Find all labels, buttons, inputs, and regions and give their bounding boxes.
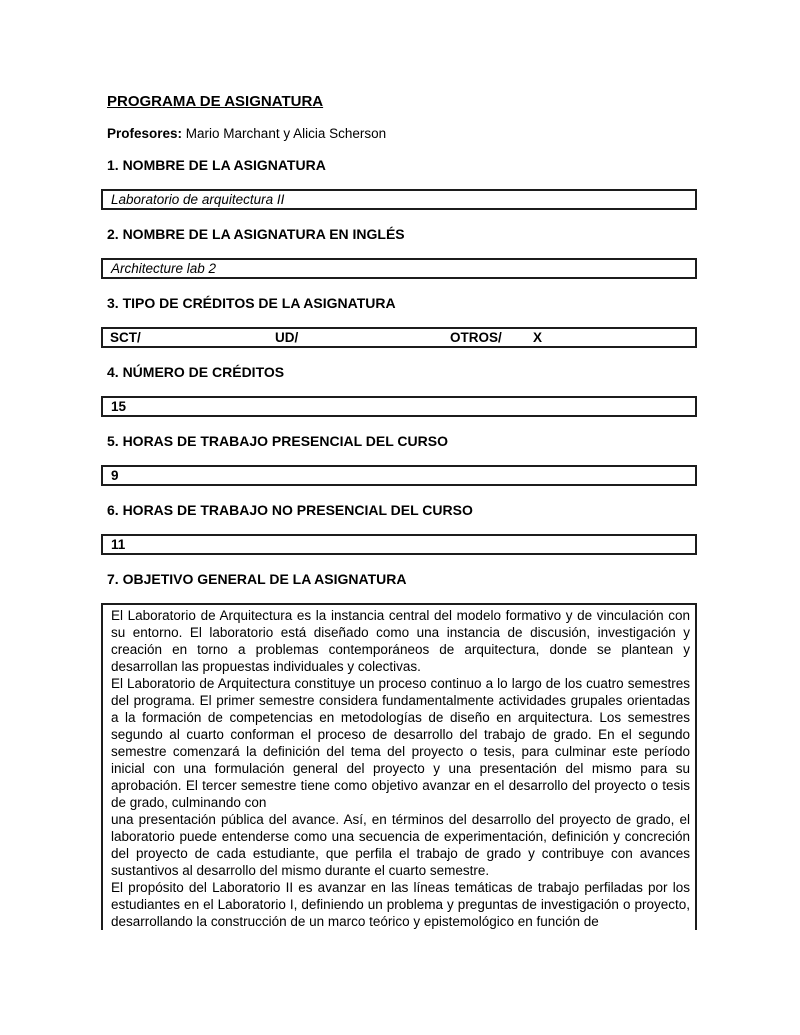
objective-paragraph: una presentación pública del avance. Así, en términos del desarrollo del proyecto de grado, el laboratorio puede entenderse como una secuencia de experimentación, definición y concreción del proyecto de cada estudiante, que perfila el trabajo de grado y contribuye con avances sustantivos al desarrollo del mismo durante el cuarto semestre. bbox=[111, 812, 690, 878]
contact-hours-field: 9 bbox=[101, 465, 697, 486]
credit-option-otros-label: OTROS/ bbox=[450, 330, 502, 345]
section-3-heading: 3. TIPO DE CRÉDITOS DE LA ASIGNATURA bbox=[107, 295, 396, 311]
credit-option-sct-label: SCT/ bbox=[110, 330, 141, 345]
objective-paragraph: El Laboratorio de Arquitectura es la instancia central del modelo formativo y de vinculación con su entorno. El laboratorio está diseñado como una instancia de discusión, investigación y creación en torno a problemas contemporáneos de arquitectura, donde se plantean y desarrollan las propuestas individuales y colectivas. bbox=[111, 608, 690, 674]
section-7-heading: 7. OBJETIVO GENERAL DE LA ASIGNATURA bbox=[107, 571, 407, 587]
section-2-heading: 2. NOMBRE DE LA ASIGNATURA EN INGLÉS bbox=[107, 226, 405, 242]
professors-line bbox=[107, 126, 697, 141]
objective-field bbox=[101, 603, 697, 930]
course-name-english-field: Architecture lab 2 bbox=[101, 258, 697, 279]
credits-number-field: 15 bbox=[101, 396, 697, 417]
section-6-heading: 6. HORAS DE TRABAJO NO PRESENCIAL DEL CURSO bbox=[107, 502, 473, 518]
credit-option-otros-value: X bbox=[533, 330, 543, 345]
course-name-field: Laboratorio de arquitectura II bbox=[101, 189, 697, 210]
section-1-heading: 1. NOMBRE DE LA ASIGNATURA bbox=[107, 157, 326, 173]
section-4-heading: 4. NÚMERO DE CRÉDITOS bbox=[107, 364, 285, 380]
document-content bbox=[101, 94, 697, 930]
document-title: PROGRAMA DE ASIGNATURA bbox=[107, 93, 324, 110]
objective-paragraph: El Laboratorio de Arquitectura constituye un proceso continuo a lo largo de los cuatro semestres del programa. El primer semestre considera fundamentalmente actividades grupales orientadas a la formación de competencias en metodologías de diseño en arquitectura. Los semestres segundo al cuarto conforman el proceso de desarrollo del trabajo de grado. En el segundo semestre comenzará la definición del tema del proyecto o tesis, para culminar este período inicial con una formulación general del proyecto y una presentación del mismo para su aprobación. El tercer semestre tiene como objetivo avanzar en el desarrollo del proyecto o tesis de grado, culminando con bbox=[111, 676, 690, 810]
objective-paragraph: El propósito del Laboratorio II es avanzar en las líneas temáticas de trabajo perfiladas por los estudiantes en el Laboratorio I, definiendo un problema y preguntas de investigación o proyecto, desarrollando la construcción de un marco teórico y epistemológico en función de bbox=[111, 880, 690, 929]
professors-names: Mario Marchant y Alicia Scherson bbox=[185, 126, 387, 141]
professors-label: Profesores: bbox=[107, 126, 183, 141]
section-5-heading: 5. HORAS DE TRABAJO PRESENCIAL DEL CURSO bbox=[107, 433, 448, 449]
credit-type-field bbox=[101, 327, 697, 348]
credit-option-ud-label: UD/ bbox=[275, 330, 299, 345]
non-contact-hours-field: 11 bbox=[101, 534, 697, 555]
